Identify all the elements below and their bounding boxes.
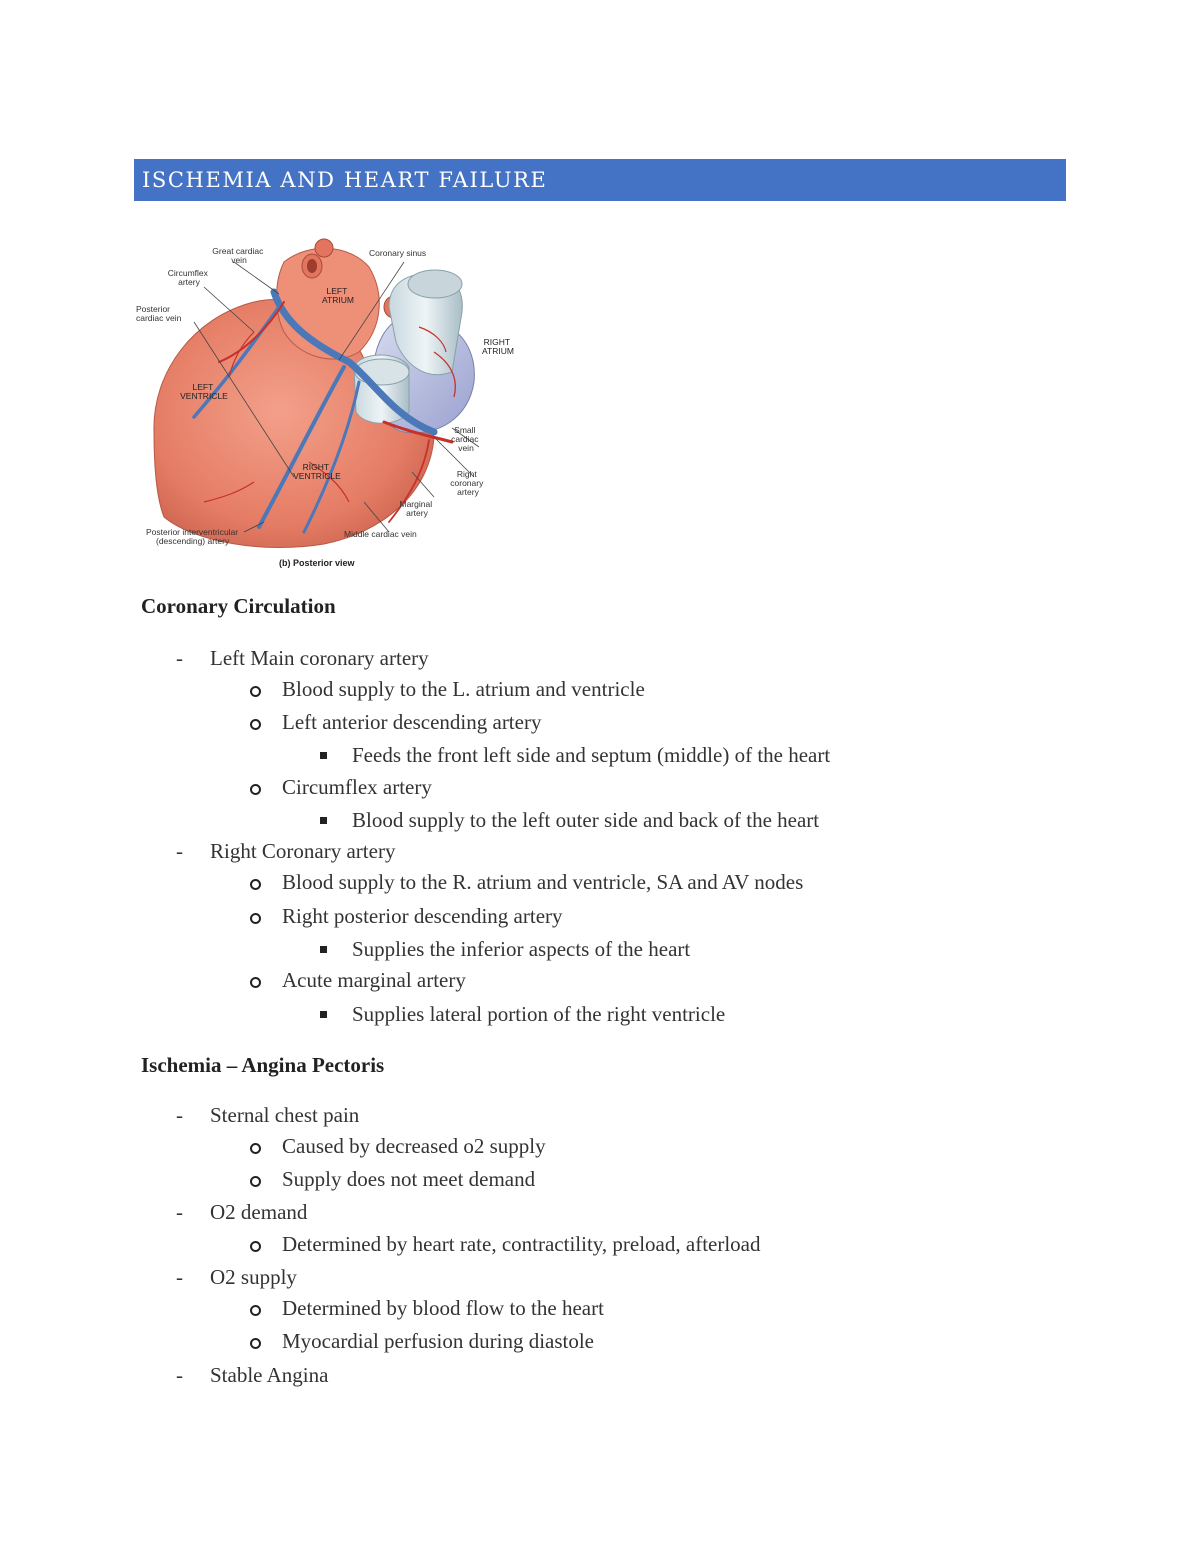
circle-bullet [250, 686, 261, 697]
circle-bullet [250, 977, 261, 988]
pulmonary-vein-2 [315, 239, 333, 257]
dash-bullet: - [176, 1103, 183, 1127]
list-item: Supplies the inferior aspects of the heart [352, 937, 691, 961]
label-coronary-sinus: Coronary sinus [369, 248, 427, 258]
document-title: ISCHEMIA AND HEART FAILURE [142, 168, 548, 192]
label-posterior-interventricular: Posterior interventricular (descending) artery [146, 527, 239, 546]
list-item: Sternal chest pain [210, 1103, 360, 1127]
dash-bullet: - [176, 1363, 183, 1387]
list-item: Supply does not meet demand [282, 1167, 536, 1191]
square-bullet [320, 946, 327, 953]
label-right-atrium: RIGHT ATRIUM [482, 337, 514, 356]
list-item: Circumflex artery [282, 775, 432, 799]
section-banner [134, 159, 1066, 201]
heart-posterior-illustration [134, 232, 534, 577]
label-right-coronary-artery: Right coronary artery [450, 469, 484, 497]
circle-bullet [250, 879, 261, 890]
dash-bullet: - [176, 839, 183, 863]
list-item: Right Coronary artery [210, 839, 396, 863]
label-posterior-cardiac-vein: Posterior cardiac vein [136, 304, 182, 323]
list-item: O2 supply [210, 1265, 297, 1289]
label-left-atrium: LEFT ATRIUM [322, 286, 354, 305]
label-marginal-artery: Marginal artery [399, 499, 433, 518]
dash-bullet: - [176, 646, 183, 670]
pulmonary-vein-1-lumen [307, 259, 317, 273]
list-item: Stable Angina [210, 1363, 329, 1387]
circle-bullet [250, 1143, 261, 1154]
list-item: Feeds the front left side and septum (middle) of the heart [352, 743, 831, 767]
list-item: Blood supply to the left outer side and back of the heart [352, 808, 820, 832]
dash-bullet: - [176, 1265, 183, 1289]
heart-diagram [134, 232, 534, 577]
circle-bullet [250, 1241, 261, 1252]
label-middle-cardiac-vein: Middle cardiac vein [344, 529, 417, 539]
circle-bullet [250, 913, 261, 924]
list-item: Myocardial perfusion during diastole [282, 1329, 595, 1353]
list-item: Supplies lateral portion of the right ventricle [352, 1002, 726, 1026]
list-item: O2 demand [210, 1200, 308, 1224]
figure-caption: (b) Posterior view [279, 558, 355, 568]
circle-bullet [250, 1338, 261, 1349]
list-item: Determined by blood flow to the heart [282, 1296, 604, 1320]
label-great-cardiac-vein: Great cardiac vein [212, 246, 264, 265]
label-circumflex-artery: Circumflex artery [167, 268, 208, 287]
circle-bullet [250, 1176, 261, 1187]
circle-bullet [250, 1305, 261, 1316]
square-bullet [320, 1011, 327, 1018]
list-item: Blood supply to the R. atrium and ventricle, SA and AV nodes [282, 870, 804, 894]
label-right-ventricle: RIGHT VENTRICLE [293, 462, 341, 481]
list-item: Left Main coronary artery [210, 646, 429, 670]
circle-bullet [250, 719, 261, 730]
list-item: Right posterior descending artery [282, 904, 563, 928]
circle-bullet [250, 784, 261, 795]
list-item: Left anterior descending artery [282, 710, 542, 734]
heading-coronary-circulation: Coronary Circulation [141, 594, 336, 618]
label-small-cardiac-vein: Small cardiac vein [451, 425, 479, 453]
dash-bullet: - [176, 1200, 183, 1224]
list-item: Acute marginal artery [282, 968, 466, 992]
square-bullet [320, 817, 327, 824]
list-item: Caused by decreased o2 supply [282, 1134, 546, 1158]
svc-opening [408, 270, 462, 298]
square-bullet [320, 752, 327, 759]
list-item: Determined by heart rate, contractility, preload, afterload [282, 1232, 761, 1256]
list-item: Blood supply to the L. atrium and ventricle [282, 677, 645, 701]
label-left-ventricle: LEFT VENTRICLE [180, 382, 228, 401]
heading-ischemia: Ischemia – Angina Pectoris [141, 1053, 385, 1077]
